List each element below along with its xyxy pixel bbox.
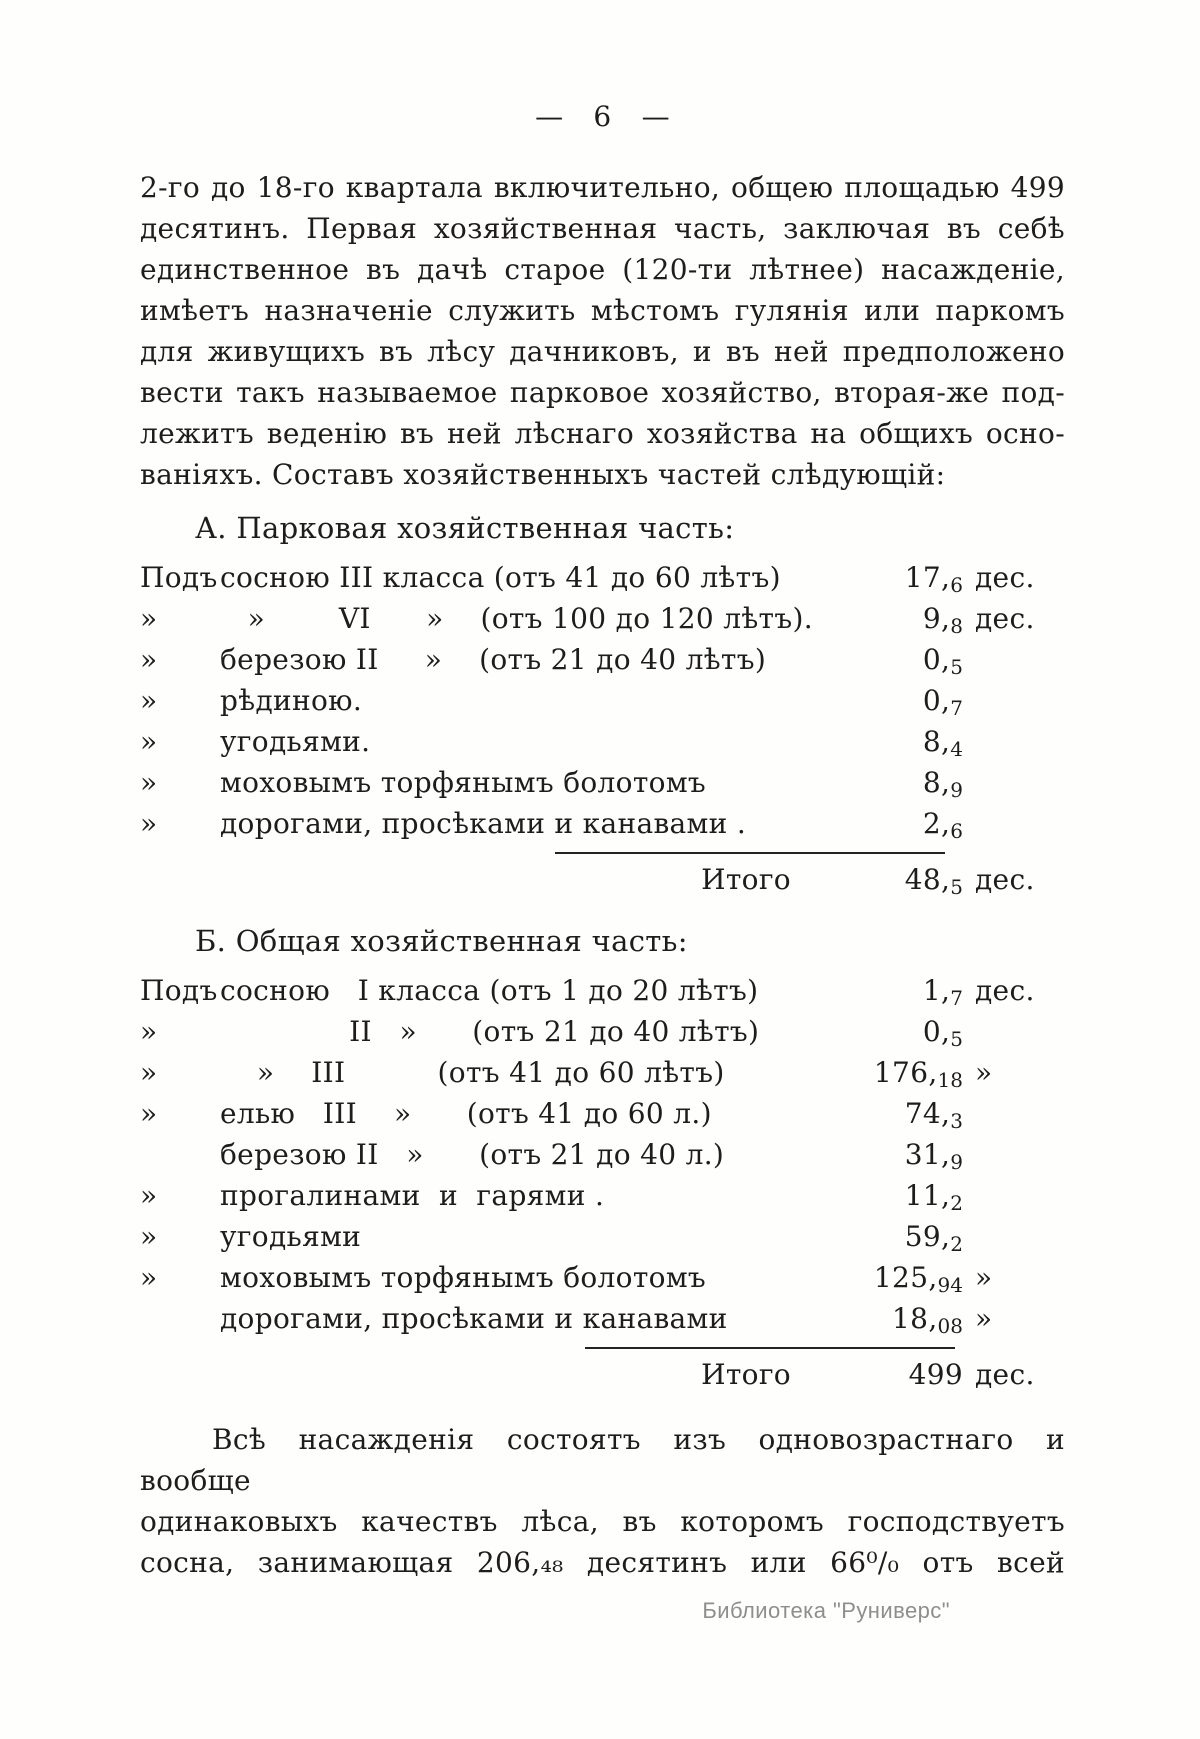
table-row (140, 803, 1065, 844)
paragraph-line: для живущихъ въ лѣсу дачниковъ, и въ ней предположено (140, 335, 1065, 368)
row-marker: » (140, 684, 158, 717)
row-label: моховымъ торфянымъ болотомъ (220, 1261, 707, 1294)
row-label: березою II » (отъ 21 до 40 лѣтъ) (220, 643, 767, 676)
row-unit: дес. (975, 561, 1035, 594)
paragraph-line: ваніяхъ. Составъ хозяйственныхъ частей слѣдующій: (140, 458, 946, 491)
row-value: 2,6 (922, 807, 963, 843)
paragraph-line: десятинъ. Первая хозяйственная часть, заключая въ себѣ (140, 212, 1065, 245)
paragraph-line: 2-го до 18-го квартала включительно, общею площадью 499 (140, 171, 1065, 204)
row-marker: » (140, 602, 158, 635)
row-label: моховымъ торфянымъ болотомъ (220, 766, 707, 799)
row-label: прогалинами и гарями . (220, 1179, 605, 1212)
table-row (140, 557, 1065, 598)
section-b-heading: Б. Общая хозяйственная часть: (195, 924, 688, 958)
table-row (140, 1298, 1065, 1339)
table-row (140, 1175, 1065, 1216)
row-label: угодьями (220, 1220, 362, 1253)
total-value: 48,5 (904, 863, 963, 899)
row-marker: Подъ (140, 974, 218, 1007)
table-row (140, 970, 1065, 1011)
row-label: » VI » (отъ 100 до 120 лѣтъ). (220, 602, 813, 635)
row-label: угодьями. (220, 725, 371, 758)
total-rule (555, 852, 945, 854)
section-a-heading: А. Парковая хозяйственная часть: (195, 511, 735, 545)
row-marker: » (140, 1179, 158, 1212)
row-value: 59,2 (904, 1220, 963, 1256)
row-value: 11,2 (904, 1179, 963, 1215)
table-total-row (140, 1353, 1065, 1397)
table-total-row (140, 858, 1065, 902)
paragraph-line: сосна, занимающая 206,₄₈ десятинъ или 66⁰/₀ отъ всей (140, 1546, 1065, 1579)
row-label: дорогами, просѣками и канавами (220, 1302, 728, 1335)
closing-paragraph (140, 1419, 1065, 1583)
row-value: 9,8 (922, 602, 963, 638)
row-marker: » (140, 1261, 158, 1294)
page-number-row (140, 100, 1065, 133)
row-unit: » (975, 1261, 993, 1294)
table-row (140, 598, 1065, 639)
total-value: 499 (908, 1358, 963, 1391)
row-label: дорогами, просѣками и канавами . (220, 807, 747, 840)
row-value: 125,94 (873, 1261, 963, 1297)
row-value: 17,6 (904, 561, 963, 597)
row-value: 8,9 (922, 766, 963, 802)
row-label: березою II » (отъ 21 до 40 л.) (220, 1138, 725, 1171)
row-value: 0,5 (922, 1015, 963, 1051)
total-label: Итого (701, 863, 791, 896)
row-value: 0,5 (922, 643, 963, 679)
row-value: 1,7 (922, 974, 963, 1010)
row-marker: » (140, 643, 158, 676)
row-marker: » (140, 1056, 158, 1089)
total-unit: дес. (975, 1358, 1035, 1391)
row-unit: » (975, 1056, 993, 1089)
row-value: 0,7 (922, 684, 963, 720)
table-row (140, 1052, 1065, 1093)
row-marker: » (140, 1220, 158, 1253)
page-number: 6 (593, 100, 612, 133)
paragraph-line: Всѣ насажденія состоятъ изъ одновозрастнаго и вообще (140, 1423, 1065, 1497)
row-unit: » (975, 1302, 993, 1335)
row-unit: дес. (975, 602, 1035, 635)
row-label: II » (отъ 21 до 40 лѣтъ) (220, 1015, 760, 1048)
library-watermark: Библиотека "Руниверс" (702, 1598, 950, 1623)
row-value: 74,3 (904, 1097, 963, 1133)
row-value: 8,4 (922, 725, 963, 761)
paragraph-line: одинаковыхъ качествъ лѣса, въ которомъ господствуетъ (140, 1505, 1065, 1538)
row-label: сосною III класса (отъ 41 до 60 лѣтъ) (220, 561, 781, 594)
table-row (140, 762, 1065, 803)
row-marker: » (140, 725, 158, 758)
paragraph-line: вести такъ называемое парковое хозяйство, вторая-же под- (140, 376, 1065, 409)
table-row (140, 1093, 1065, 1134)
row-value: 31,9 (904, 1138, 963, 1174)
total-label: Итого (701, 1358, 791, 1391)
row-label: елью III » (отъ 41 до 60 л.) (220, 1097, 712, 1130)
intro-paragraph (140, 167, 1065, 495)
total-rule (585, 1347, 955, 1349)
row-value: 18,08 (892, 1302, 963, 1338)
table-section-a (140, 557, 1065, 902)
table-row (140, 639, 1065, 680)
paragraph-line: единственное въ дачѣ старое (120-ти лѣтнее) насажденіе, (140, 253, 1065, 286)
page-number-dash-right: — (641, 100, 670, 133)
table-row (140, 1257, 1065, 1298)
row-value: 176,18 (873, 1056, 963, 1092)
table-row (140, 1134, 1065, 1175)
table-row (140, 721, 1065, 762)
table-section-b (140, 970, 1065, 1397)
row-label: » III (отъ 41 до 60 лѣтъ) (220, 1056, 725, 1089)
row-marker: » (140, 1015, 158, 1048)
table-row (140, 1216, 1065, 1257)
row-unit: дес. (975, 974, 1035, 1007)
row-marker: Подъ (140, 561, 218, 594)
row-marker: » (140, 807, 158, 840)
row-marker: » (140, 1097, 158, 1130)
total-unit: дес. (975, 863, 1035, 896)
row-marker: » (140, 766, 158, 799)
row-label: сосною I класса (отъ 1 до 20 лѣтъ) (220, 974, 759, 1007)
paragraph-line: лежитъ веденію въ ней лѣснаго хозяйства на общихъ осно- (140, 417, 1065, 450)
table-row (140, 1011, 1065, 1052)
paragraph-line: имѣетъ назначеніе служить мѣстомъ гулянія или паркомъ (140, 294, 1065, 327)
table-row (140, 680, 1065, 721)
page-number-dash-left: — (535, 100, 564, 133)
row-label: рѣдиною. (220, 684, 363, 717)
